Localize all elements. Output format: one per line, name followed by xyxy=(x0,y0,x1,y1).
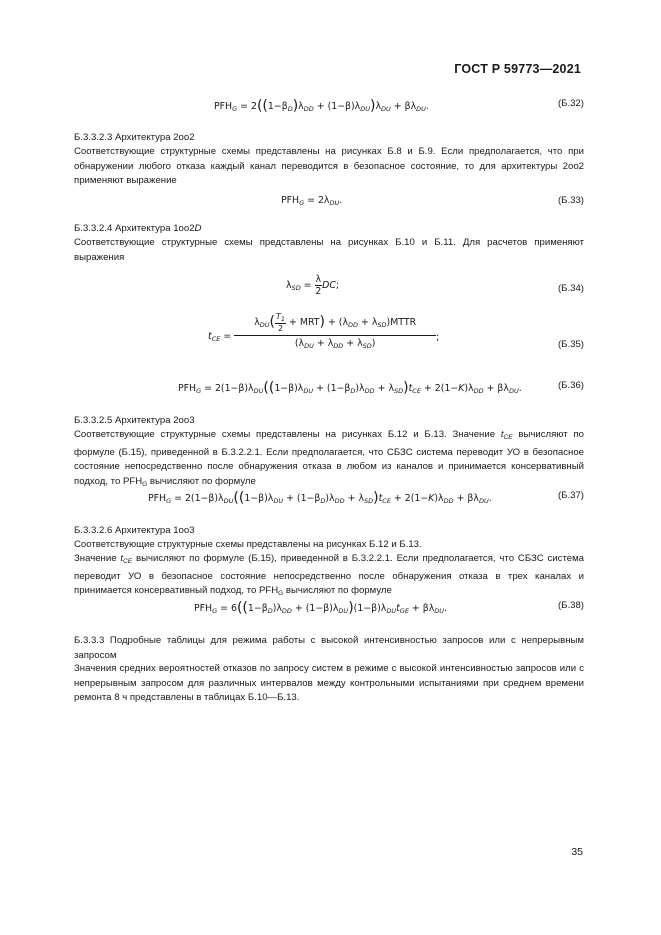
formula-b34: $\lambda_{SD}$ = $\frac{\lambda}{2}$ DC; xyxy=(286,274,340,297)
paragraph-b333-values: Значения средних вероятностей отказов по запросу систем в режиме с высокой интенсивностью запросов или с непрерывным запросом для различных интервалов между контрольными испытаниями при среднем времени ремонта 8 ч представлены в таблицах Б.10—Б.13. xyxy=(74,663,584,704)
formula-b33: $PFH_G = 2\lambda_{DU}$. xyxy=(281,195,343,207)
section-heading-2oo3: Б.3.3.2.5 Архитектура 2оо3 xyxy=(74,415,195,426)
equation-b32 xyxy=(74,98,584,118)
formula-b37: $PFH_G = 2(1-\beta)\lambda_{DU}((1-\beta)\lambda_{DU} + (1-\beta_D)\lambda_{DD} + \lambda_{SD})t_{CE} + 2(1-K)\lambda_{DD} + \beta\lambda_{DU}$. xyxy=(148,490,492,506)
equation-b38 xyxy=(74,600,584,620)
equation-b34 xyxy=(74,276,584,302)
page-number: 35 xyxy=(571,846,583,858)
paragraph-1oo2d: Соответствующие структурные схемы представлены на рисунках Б.10 и Б.11. Для расчетов применяют выражения xyxy=(74,237,584,263)
equation-number: (Б.34) xyxy=(557,283,584,294)
equation-b37 xyxy=(74,490,584,510)
paragraph-2oo2: Соответствующие структурные схемы представлены на рисунках Б.8 и Б.9. Если предполагается, что при обнаружении любого отказа каждый канал переводится в безопасное состояние, то для архитектуры 2оо2 применяют выражение xyxy=(74,146,584,187)
document-code: ГОСТ Р 59773—2021 xyxy=(454,62,581,76)
formula-b32: $PFH_G = 2((1-\beta_D)\lambda_{DD} + (1-\beta)\lambda_{DU})\lambda_{DU} + \beta\lambda_{DU}$. xyxy=(214,98,429,114)
paragraph-1oo3-a: Соответствующие структурные схемы представлены на рисунках Б.12 и Б.13. xyxy=(74,539,422,550)
paragraph-2oo3: Соответствующие структурные схемы представлены на рисунках Б.12 и Б.13. Значение $t_{CE}$ вычисляют по формуле (Б.15), приведенной в Б.3.2.2.1. Если предполагается, что СБЗС система переводит УО в безопасное состояние непосредственно после обнаружения отказа в любом из каналов и принимается консервативный подход, то $PFH_G$ вычисляют по формуле xyxy=(74,429,585,488)
section-heading-2oo2: Б.3.3.2.3 Архитектура 2оо2 xyxy=(74,132,195,143)
equation-number: (Б.32) xyxy=(557,98,584,109)
section-heading-1oo2d: Б.3.3.2.4 Архитектура 1оо2D xyxy=(74,223,202,234)
section-heading-1oo3: Б.3.3.2.6 Архитектура 1оо3 xyxy=(74,525,195,536)
equation-b33 xyxy=(74,195,584,215)
paragraph-1oo3-b: Значение $t_{CE}$ вычисляют по формуле (Б.15), приведенной в Б.3.2.2.1. Если предполагается, что СБЗС система переводит УО в безопасное состояние непосредственно после обнаружения отказа в трех каналах и принимается консервативный подход, то $PFH_G$ вычисляют по формуле xyxy=(74,553,584,598)
equation-number: (Б.35) xyxy=(557,339,584,350)
equation-number: (Б.38) xyxy=(557,600,584,611)
equation-b36 xyxy=(74,380,584,400)
formula-b36: $PFH_G = 2(1-\beta)\lambda_{DU}((1-\beta)\lambda_{DU} + (1-\beta_D)\lambda_{DD} + \lambda_{SD})t_{CE} + 2(1-K)\lambda_{DD} + \beta\lambda_{DU}$. xyxy=(178,380,522,396)
formula-b35: $t_{CE}$ = $\lambda_{DU}$( $\frac{T_1}{2}$ + $MRT) + (\lambda_{DD}$ + $\lambda_{SD})MTTR$ $(\lambda_{DU} + \lambda_{DD} + \lambda_{SD})$ ; xyxy=(208,312,440,350)
equation-b35 xyxy=(74,312,584,362)
equation-number: (Б.36) xyxy=(557,380,584,391)
equation-number: (Б.33) xyxy=(557,195,584,206)
equation-number: (Б.37) xyxy=(557,490,584,501)
formula-b38: $PFH_G = 6((1-\beta_D)\lambda_{DD} + (1-\beta)\lambda_{DU})(1-\beta)\lambda_{DU}t_{GE} + \beta\lambda_{DU}$. xyxy=(194,600,448,616)
paragraph-b333: Б.3.3.3 Подробные таблицы для режима работы с высокой интенсивностью запросов или с непрерывным запросом xyxy=(74,635,584,661)
